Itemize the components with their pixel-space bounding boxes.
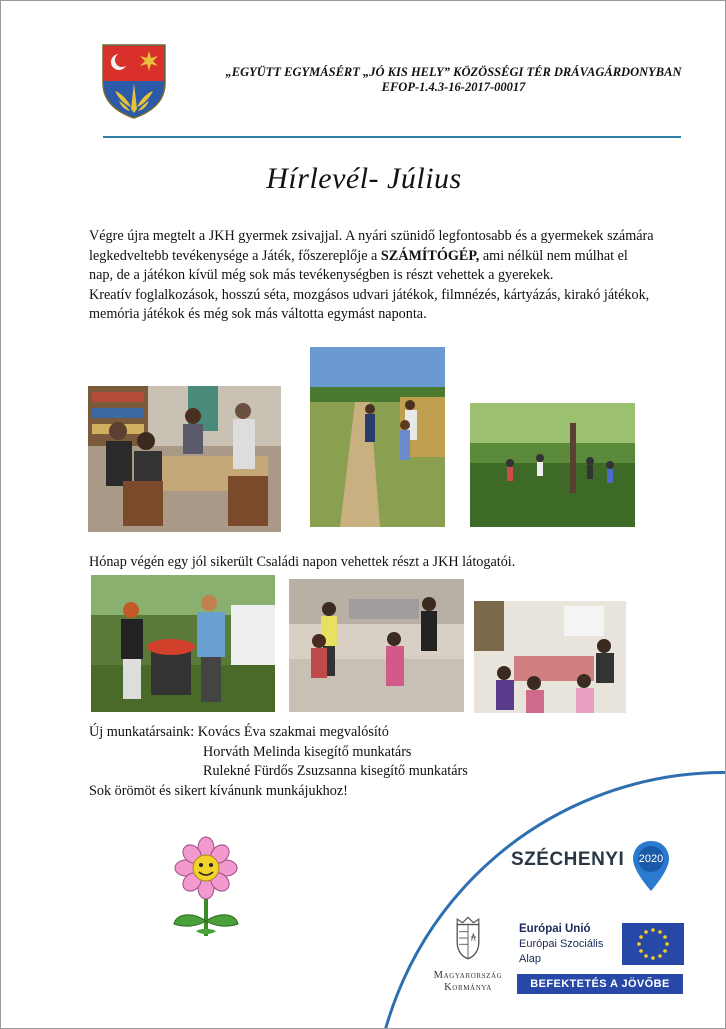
szechenyi-year: 2020: [638, 853, 664, 865]
photo-park-games: [470, 403, 635, 527]
invest-in-future-banner: BEFEKTETÉS A JÖVŐBE: [517, 974, 683, 994]
page-title: Hírlevél- Július: [266, 162, 462, 195]
header-divider: [103, 136, 681, 138]
staff-line-1: Új munkatársaink: Kovács Éva szakmai megvalósító: [89, 724, 389, 740]
government-text: [421, 970, 515, 994]
eu-esf-logo: [515, 920, 685, 996]
intro-line-1: Végre újra megtelt a JKH gyermek zsivajjal. A nyári szünidő legfontosabb és a gyermekek számára: [89, 228, 654, 244]
project-code: EFOP-1.4.3-16-2017-00017: [381, 80, 526, 94]
photo-walk: [310, 347, 445, 527]
government-line-2: Kormánya: [444, 982, 492, 993]
staff-line-2: Horváth Melinda kisegítő munkatárs: [203, 743, 412, 760]
government-line-1: Magyarország: [433, 970, 503, 981]
eu-flag-icon: [622, 923, 684, 965]
hungarian-coat-of-arms-icon: [450, 913, 486, 963]
intro-line-3: nap, de a játékon kívül még sok más tevékenységben is részt vehettek a gyerekek.: [89, 267, 554, 283]
eu-line-2: Európai Szociális: [519, 938, 604, 950]
eu-line-1: Európai Unió: [519, 923, 591, 935]
intro-line-2: [89, 247, 667, 267]
intro-line-2-start: legkedveltebb tevékenysége a Játék, főszereplője a: [89, 247, 381, 264]
municipal-crest-icon: [101, 43, 167, 119]
project-header: [201, 65, 706, 95]
photo-family-day-dance: [289, 579, 464, 712]
hungarian-government-logo: [421, 913, 515, 1003]
photo-family-day-cooking: [91, 575, 275, 712]
eu-text: [519, 922, 603, 967]
staff-line-3: Rulekné Fürdős Zsuzsanna kisegítő munkatárs: [203, 763, 468, 779]
photo-indoor-crafts: [88, 386, 281, 532]
flower-mascot-icon: [166, 836, 246, 946]
eu-line-3: Alap: [519, 953, 542, 965]
intro-line-2-end: ami nélkül nem múlhat el: [479, 247, 628, 264]
staff-line-4: Sok örömöt és sikert kívánunk munkájukhoz!: [89, 782, 348, 799]
intro-paragraph: [89, 227, 667, 325]
intro-line-5: memória játékok és még sok más váltotta egymást naponta.: [89, 306, 427, 322]
intro-line-4: Kreatív foglalkozások, hosszú séta, mozgásos udvari játékok, filmnézés, kártyázás, kirakó játékok,: [89, 286, 650, 303]
photo-family-day-meal: [474, 601, 626, 713]
project-title: „EGYÜTT EGYMÁSÉRT „JÓ KIS HELY” KÖZÖSSÉGI TÉR DRÁVAGÁRDONYBAN: [225, 65, 682, 79]
map-pin-icon: [631, 839, 671, 893]
szechenyi-2020-logo: [511, 839, 681, 895]
computer-emphasis: SZÁMÍTÓGÉP,: [380, 247, 480, 264]
family-day-caption: Hónap végén egy jól sikerült Családi napon vehettek részt a JKH látogatói.: [89, 554, 516, 570]
szechenyi-text: SZÉCHENYI: [511, 849, 625, 870]
new-staff-section: [89, 723, 468, 801]
